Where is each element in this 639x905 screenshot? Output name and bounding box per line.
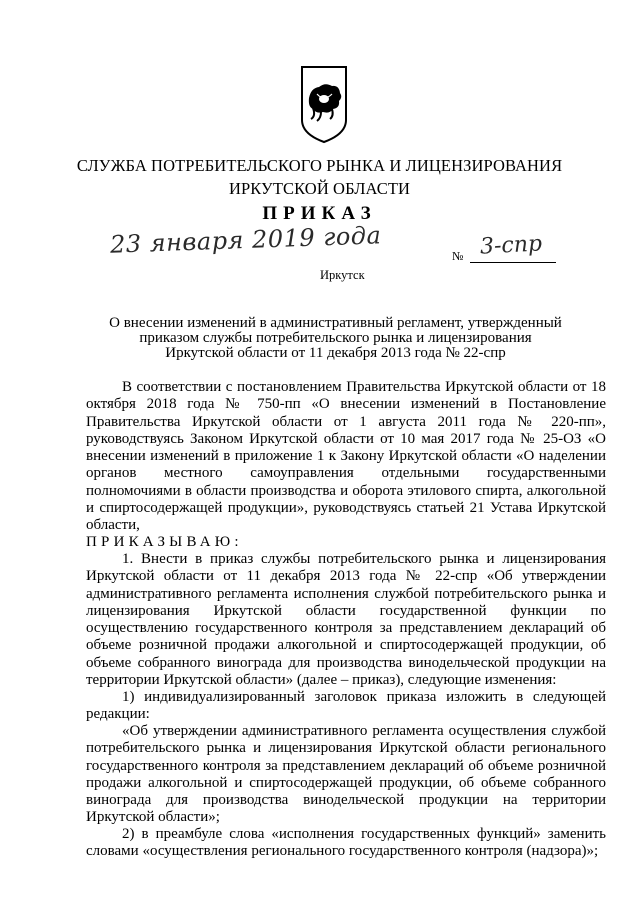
quote-paragraph: «Об утверждении административного регламента осуществления службой потребительского рынка и лицензирования Иркутской области регионального государственного контроля за представлением деклараций об объеме розничной продажи алкогольной и спиртосодержащей продукции, об объеме собранного винограда для производства винодельческой продукции на территории Иркутской области»; xyxy=(86,723,606,826)
city-name: Иркутск xyxy=(320,268,365,282)
subitem-1-paragraph: 1) индивидуализированный заголовок приказа изложить в следующей редакции: xyxy=(86,689,606,723)
document-type-title: ПРИКАЗ xyxy=(262,203,377,224)
organization-name-line1: СЛУЖБА ПОТРЕБИТЕЛЬСКОГО РЫНКА И ЛИЦЕНЗИРОВАНИЯ xyxy=(76,156,563,175)
coat-of-arms-emblem xyxy=(299,64,349,145)
handwritten-date: 23 января 2019 года xyxy=(109,221,382,259)
number-underline xyxy=(470,262,556,263)
item-1-paragraph: 1. Внести в приказ службы потребительского рынка и лицензирования Иркутской области от 11 декабря 2013 года № 22-спр «Об утверждении административного регламента исполнения службой потребительского рынка и лицензирования Иркутской области государственной функции по осуществлению государственного контроля за представлением деклараций об объеме розничной продажи алкогольной и спиртосодержащей продукции, об объеме собранного винограда для производства винодельческой продукции на территории Иркутской области» (далее – приказ), следующие изменения: xyxy=(86,551,606,689)
number-sign: № xyxy=(452,249,464,263)
handwritten-number: 3-спр xyxy=(479,231,543,260)
order-word: ПРИКАЗЫВАЮ: xyxy=(86,534,243,550)
preamble-paragraph: В соответствии с постановлением Правительства Иркутской области от 18 октября 2018 года № 750-пп «О внесении изменений в Постановление Правительства Иркутской области от 1 августа 2011 года № 220-пп», руководствуясь Законом Иркутской области от 10 мая 2017 года № 25-ОЗ «О внесении изменений в приложение 1 к Закону Иркутской области «О наделении органов местного самоуправления отдельными государственными полномочиями в области производства и оборота этилового спирта, алкогольной и спиртосодержащей продукции», руководствуясь статьей 21 Устава Иркутской области, xyxy=(86,379,606,534)
document-subject: О внесении изменений в административный регламент, утвержденный приказом службы потребительского рынка и лицензирования Иркутской области от 11 декабря 2013 года № 22-спр xyxy=(109,315,562,361)
irkutsk-coat-of-arms-icon xyxy=(299,64,349,145)
organization-name-line2: ИРКУТСКОЙ ОБЛАСТИ xyxy=(228,179,411,198)
subitem-2-paragraph: 2) в преамбуле слова «исполнения государственных функций» заменить словами «осуществления регионального государственного контроля (надзора)»; xyxy=(86,826,606,860)
